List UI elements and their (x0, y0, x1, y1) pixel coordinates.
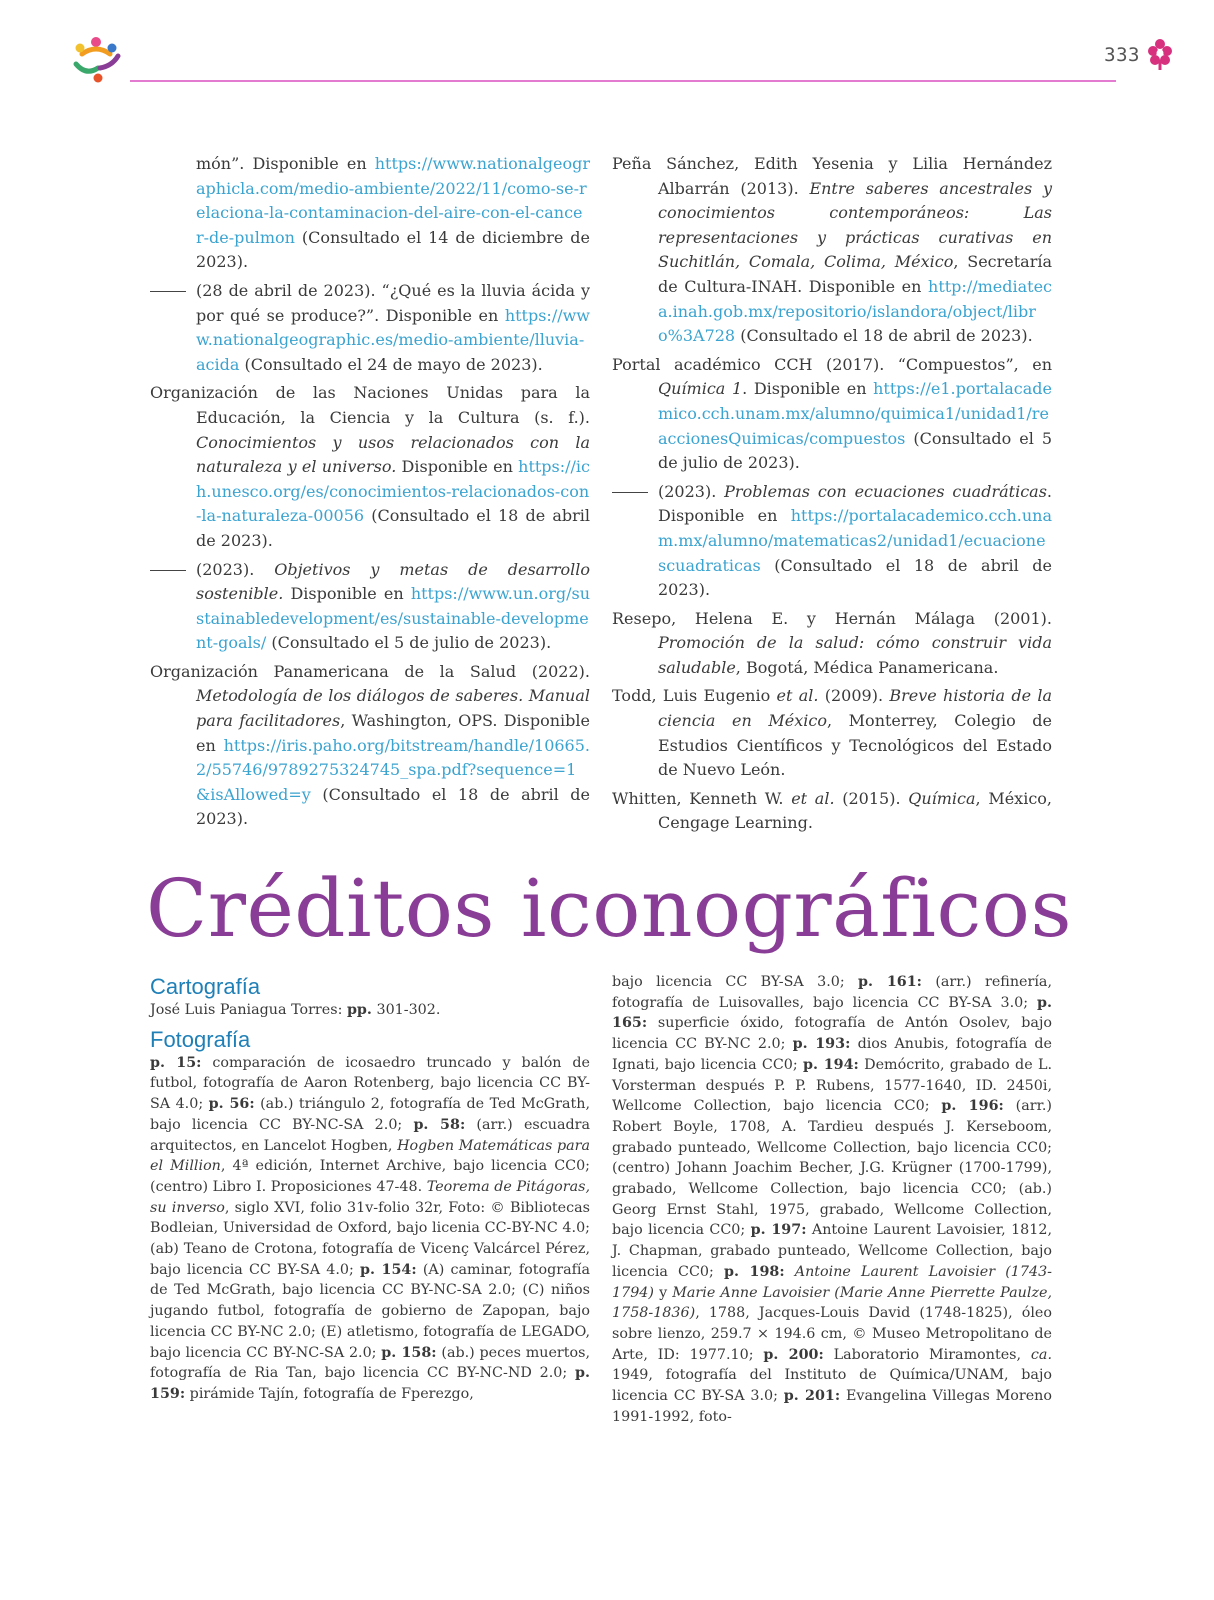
credits-title: Créditos iconográficos (146, 862, 1072, 955)
page-number: 333 (1104, 44, 1140, 66)
reference-entry: (2023). Problemas con ecuaciones cuadráticas. Disponible en https://portalacademico.cch.unam.mx/alumno/matematicas2/unidad1/ecuacionescuadraticas (Consultado el 18 de abril de 2023). (612, 480, 1052, 603)
credit-text: (ab.) triángulo 2, fotografía de Ted McGrath, bajo licencia CC BY-NC-SA 2.0; (150, 1096, 591, 1133)
page-reference: p. 56: (208, 1096, 255, 1113)
header-rule (130, 80, 1116, 82)
references-left-column (150, 152, 590, 836)
reference-link[interactable]: http://mediateca.inah.gob.mx/repositorio/islandora/object/libro%3A728 (658, 276, 1052, 346)
reference-entry: món”. Disponible en https://www.nationalgeographicla.com/medio-ambiente/2022/11/como-se-relaciona-la-contaminacion-del-aire-con-el-cancer-de-pulmon (Consultado el 14 de diciembre de 2023). (196, 154, 590, 272)
fotografia-credits-right (612, 972, 1052, 1427)
work-title: Antoine Laurent Lavoisier (1743-1794) (612, 1263, 1052, 1301)
page-reference: p. 198: (723, 1263, 785, 1280)
repeat-author-dash (150, 291, 186, 292)
credit-text: (arr.) refinería, fotografía de Luisovalles, bajo licencia CC BY-SA 3.0; (612, 974, 1052, 1011)
reference-link[interactable]: https://www.un.org/sustainabledevelopment/es/sustainable-development-goals/ (196, 584, 590, 653)
page-reference: p. 159: (150, 1365, 590, 1402)
references-right-column (612, 152, 1052, 840)
reference-entry: (2023). Objetivos y metas de desarrollo sostenible. Disponible en https://www.un.org/sustainabledevelopment/es/sustainable-development-goals/ (Consultado el 5 de julio de 2023). (150, 558, 590, 656)
credit-text: comparación de icosaedro truncado y balón de futbol, fotografía de Aaron Rotenberg, bajo licencia CC BY-SA 4.0; (150, 1054, 590, 1113)
reference-entry: Todd, Luis Eugenio et al. (2009). Breve historia de la ciencia en México, Monterrey, Colegio de Estudios Científicos y Tecnológicos del Estado de Nuevo León. (612, 686, 1052, 780)
credit-text: (ab.) peces muertos, fotografía de Ria Tan, bajo licencia CC BY-NC-ND 2.0; (150, 1344, 590, 1382)
reference-entry: (28 de abril de 2023). “¿Qué es la lluvia ácida y por qué se produce?”. Disponible en https://www.nationalgeographic.es/medio-ambiente/lluvia-acida (Consultado el 24 de mayo de 2023). (150, 279, 590, 377)
page-reference: p. 154: (359, 1261, 417, 1278)
reference-link[interactable]: https://www.nationalgeographic.es/medio-ambiente/lluvia-acida (196, 305, 590, 374)
credit-text: 1949, fotografía del Instituto de Química/UNAM, bajo licencia CC BY-SA 3.0; (612, 1367, 1052, 1405)
credit-text: (arr.) Robert Boyle, 1708, A. Tardieu después J. Kerseboom, grabado punteado, Wellcome Collection, bajo licencia CC0; (centro) Johann Joachim Becher, J.G. Krügner (1700-1799), grabado, Wellcome Collection, bajo licencia CC0; (ab.) Georg Ernst Stahl, 1975, grabado, Wellcome Collection, bajo licencia CC0; (612, 1098, 1052, 1239)
reference-entry: Whitten, Kenneth W. et al. (2015). Química, México, Cengage Learning. (612, 788, 1052, 833)
work-title: Hogben Matemáticas para el Million (150, 1137, 590, 1175)
page-reference: p. 165: (612, 994, 1052, 1032)
credit-text: Demócrito, grabado de L. Vorsterman después P. P. Rubens, 1577-1640, ID. 2450i, Wellcome Collection, bajo licencia CC0; (612, 1056, 1052, 1115)
page-reference: p. 158: (381, 1344, 437, 1361)
page-reference: p. 193: (792, 1036, 851, 1053)
credit-text: , 4ª edición, Internet Archive, bajo licencia CC0; (centro) Libro I. Proposiciones 47-48. (150, 1158, 590, 1195)
work-title: Marie Anne Lavoisier (Marie Anne Pierrette Paulze, 1758-1836) (612, 1284, 1052, 1322)
repeat-author-dash (150, 570, 186, 571)
reference-entry: Resepo, Helena E. y Hernán Málaga (2001). Promoción de la salud: cómo construir vida saludable, Bogotá, Médica Panamericana. (612, 608, 1052, 677)
cartografia-heading: Cartografía (150, 974, 261, 999)
credit-text: (A) caminar, fotografía de Ted McGrath, bajo licencia CC BY-NC-SA 2.0; (C) niños jugando futbol, fotografía de gobierno de Zapopan, bajo licencia CC BY-NC 2.0; (E) atletismo, fotografía de LEGADO, bajo licencia CC BY-NC-SA 2.0; (150, 1261, 590, 1361)
fotografia-heading: Fotografía (150, 1026, 251, 1052)
credit-text: dios Anubis, fotografía de Ignati, bajo licencia CC0; (612, 1036, 1052, 1073)
credit-text: pirámide Tajín, fotografía de Fperezgo, (185, 1385, 474, 1402)
reference-entry: Organización Panamericana de la Salud (2022). Metodología de los diálogos de saberes. Manual para facilitadores, Washington, OPS. Disponible en https://iris.paho.org/bitstream/handle/10665.2/55746/9789275324745_spa.pdf?sequence=1&isAllowed=y (Consultado el 18 de abril de 2023). (150, 661, 590, 829)
reference-link[interactable]: https://portalacademico.cch.unam.mx/alumno/matematicas2/unidad1/ecuacionescuadraticas (658, 506, 1052, 575)
reference-entry: Organización de las Naciones Unidas para la Educación, la Ciencia y la Cultura (s. f.). Conocimientos y usos relacionados con la naturaleza y el universo. Disponible en https://ich.unesco.org/es/conocimientos-relacionados-con-la-naturaleza-00056 (Consultado el 18 de abril de 2023). (150, 383, 591, 550)
reference-link[interactable]: https://www.nationalgeographicla.com/medio-ambiente/2022/11/como-se-relaciona-la-contaminacion-del-aire-con-el-cancer-de-pulmon (196, 154, 590, 247)
page-reference: p. 15: (150, 1054, 202, 1071)
reference-entry: Portal académico CCH (2017). “Compuestos”, en Química 1. Disponible en https://e1.portalacademico.cch.unam.mx/alumno/quimica1/unidad1/reaccionesQuimicas/compuestos (Consultado el 5 de julio de 2023). (612, 354, 1052, 473)
credits-right-column (612, 972, 1052, 1433)
reference-link[interactable]: https://ich.unesco.org/es/conocimientos-relacionados-con-la-naturaleza-00056 (196, 457, 591, 526)
fotografia-credits-left (150, 1053, 590, 1405)
credit-text: , siglo XVI, folio 31v-folio 32r, Foto: © Bibliotecas Bodleian, Universidad de Oxford, bajo licenia CC-BY-NC 4.0; (ab) Teano de Crotona, fotografía de Vicenç Valcárcel Pérez, bajo licencia CC BY-SA 4.0; (150, 1199, 590, 1278)
credit-text: (arr.) escuadra arquitectos, en Lancelot Hogben, (150, 1116, 590, 1154)
credits-left-column (150, 972, 590, 1411)
page-reference: p. 161: (858, 974, 922, 990)
page-reference: p. 201: (783, 1388, 841, 1405)
page-reference: p. 197: (750, 1222, 807, 1239)
reference-link[interactable]: https://iris.paho.org/bitstream/handle/10665.2/55746/9789275324745_spa.pdf?sequence=1&isAllowed=y (196, 735, 590, 804)
credit-text: Evangelina Villegas Moreno 1991-1992, foto- (612, 1388, 1052, 1425)
reference-link[interactable]: https://e1.portalacademico.cch.unam.mx/alumno/quimica1/unidad1/reaccionesQuimicas/compuestos (658, 379, 1052, 448)
credit-text: bajo licencia CC BY-SA 3.0; (612, 974, 859, 990)
cartografia-credit: José Luis Paniagua Torres: pp. 301-302. (150, 1002, 441, 1018)
page-reference: p. 58: (413, 1116, 466, 1133)
page-reference: p. 196: (941, 1098, 1004, 1115)
colorful-figures-logo-icon (70, 34, 126, 86)
credit-text (785, 1264, 795, 1280)
credit-text: , 1788, Jacques-Louis David (1748-1825), óleo sobre lienzo, 259.7 × 194.6 cm, © Museo Metropolitano de Arte, ID: 1977.10; (612, 1305, 1052, 1363)
credit-text: Antoine Laurent Lavoisier, 1812, J. Chapman, grabado punteado, Wellcome Collection, bajo licencia CC0; (612, 1222, 1052, 1280)
credit-text: y (653, 1284, 673, 1301)
reference-entry: Peña Sánchez, Edith Yesenia y Lilia Hernández Albarrán (2013). Entre saberes ancestrales y conocimientos contemporáneos: Las representaciones y prácticas curativas en Suchitlán, Comala, Colima, México, Secretaría de Cultura-INAH. Disponible en http://mediateca.inah.gob.mx/repositorio/islandora/object/libro%3A728 (Consultado el 18 de abril de 2023). (612, 154, 1053, 346)
credit-text: superficie óxido, fotografía de Antón Osolev, bajo licencia CC BY-NC 2.0; (612, 1015, 1052, 1053)
work-title: ca. (1030, 1346, 1052, 1363)
repeat-author-dash (612, 492, 648, 493)
page-reference: p. 200: (763, 1346, 824, 1363)
page-reference: p. 194: (803, 1056, 859, 1073)
pink-flower-icon (1146, 38, 1174, 70)
credit-text: Laboratorio Miramontes, (823, 1346, 1031, 1363)
work-title: Teorema de Pitágoras, su inverso (150, 1178, 590, 1216)
